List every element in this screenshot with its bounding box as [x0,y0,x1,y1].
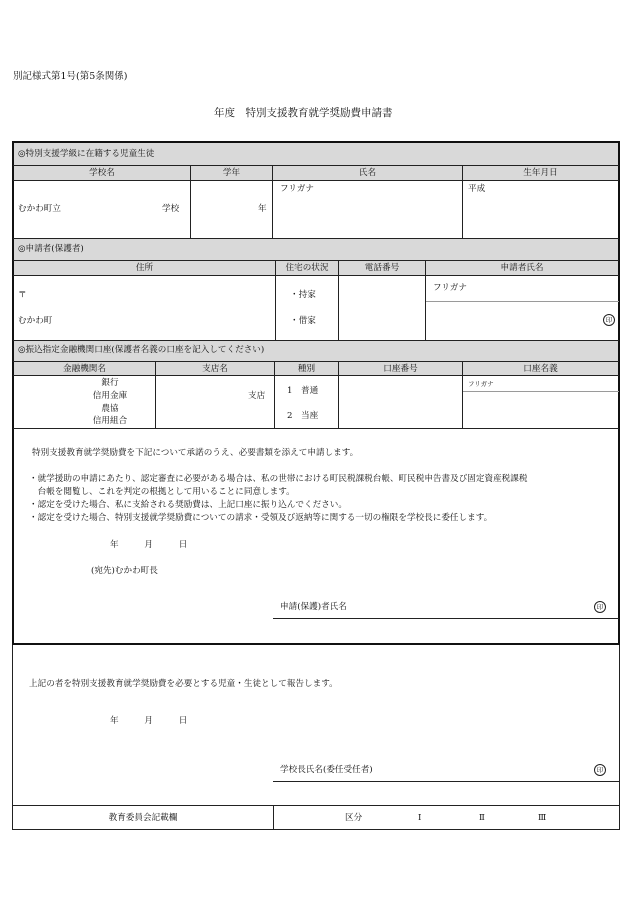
account-holder-field[interactable] [465,393,615,426]
category-2[interactable]: Ⅱ [479,813,485,823]
housing-owned-option[interactable]: ・持家 [290,290,316,300]
applicant-section-heading: ◎申請者(保護者) [18,244,84,254]
street-address-field[interactable] [62,311,270,327]
branch-suffix: 支店 [248,391,266,401]
postal-address-field[interactable] [30,285,270,301]
signature-seal-mark: 印 [594,601,606,613]
bank-section-heading: ◎振込指定金融機関口座(保護者名義の口座を記入してください) [18,345,265,355]
institution-name-field[interactable] [16,378,86,426]
principal-seal-mark: 印 [594,764,606,776]
col-institution: 金融機関名 [63,364,106,374]
branch-name-field[interactable] [158,385,244,401]
col-account-holder: 口座名義 [523,364,558,374]
category-3[interactable]: Ⅲ [538,813,547,823]
school-prefix: むかわ町立 [18,204,61,214]
school-suffix: 学校 [162,204,180,214]
col-birthdate: 生年月日 [523,168,558,178]
principal-signature-field[interactable] [398,760,590,776]
col-school-name: 学校名 [89,168,115,178]
applicant-section-header-bg [14,239,618,260]
inst-type-nokyo: 農協 [101,404,119,414]
grade-field[interactable] [195,198,255,214]
phone-field[interactable] [340,278,423,338]
principal-frame [12,645,620,830]
principal-report-text: 上記の者を特別支援教育就学奨励費を必要とする児童・生徒として報告します。 [29,679,338,689]
declaration-intro: 特別支援教育就学奨励費を下記について承諾のうえ、必要書類を添えて申請します。 [32,448,359,458]
birthdate-field[interactable] [465,196,615,236]
postal-mark: 〒 [18,290,27,300]
school-name-field[interactable] [70,198,158,214]
addressee: (宛先)むかわ町長 [91,566,158,576]
signature-label: 申請(保護)者氏名 [280,602,347,612]
principal-signature-label: 学校長氏名(委任受任者) [280,765,373,775]
town-name: むかわ町 [18,316,53,326]
col-account-number: 口座番号 [383,364,418,374]
col-branch: 支店名 [202,364,228,374]
board-label: 教育委員会記載欄 [108,813,178,823]
col-phone: 電話番号 [364,263,400,273]
application-date: 年 月 日 [110,540,188,550]
consent-item-3: ・認定を受けた場合、特別支援就学奨励費についての請求・受領及び返納等に関する一切の権限を学校長に委任します。 [29,513,493,523]
col-name: 氏名 [358,168,377,178]
col-grade: 学年 [222,168,241,178]
grade-suffix: 年 [258,204,267,214]
applicant-seal-mark: 印 [603,314,615,326]
form-title: 年度 特別支援教育就学奨励費申請書 [214,107,393,119]
housing-rented-option[interactable]: ・借家 [290,316,316,326]
birth-era: 平成 [468,184,486,194]
student-name-field[interactable] [275,196,460,236]
category-1[interactable]: Ⅰ [418,813,422,823]
account-type-current[interactable]: 2 当座 [287,411,319,421]
consent-item-1: ・就学援助の申請にあたり、認定審査に必要がある場合は、私の世帯における町民税課税台帳、町民税申告書及び固定資産税課税 [29,474,528,484]
account-number-field[interactable] [341,378,460,426]
inst-type-shinkumi: 信用組合 [92,416,128,426]
col-applicant-name: 申請者氏名 [500,263,544,273]
category-label: 区分 [345,813,363,823]
col-housing: 住宅の状況 [285,263,329,273]
consent-item-1-cont: 台帳を閲覧し、これを判定の根拠として用いることに同意します。 [29,487,295,497]
applicant-furigana-label: フリガナ [433,283,467,293]
applicant-name-field[interactable] [428,303,598,338]
applicant-signature-field[interactable] [372,597,592,613]
col-address: 住所 [135,263,154,273]
inst-type-shinkin: 信用金庫 [92,391,128,401]
principal-date: 年 月 日 [110,716,188,726]
inst-type-bank: 銀行 [101,378,119,388]
account-type-ordinary[interactable]: 1 普通 [287,386,319,396]
col-account-type: 種別 [297,364,316,374]
student-section-heading: ◎特別支援学級に在籍する児童生徒 [18,149,155,159]
holder-furigana-label: フリガナ [468,380,494,388]
form-number: 別記様式第1号(第5条関係) [13,71,128,82]
consent-item-2: ・認定を受けた場合、私に支給される奨励費は、上記口座に振り込んでください。 [29,500,347,510]
student-furigana-label: フリガナ [280,184,314,194]
